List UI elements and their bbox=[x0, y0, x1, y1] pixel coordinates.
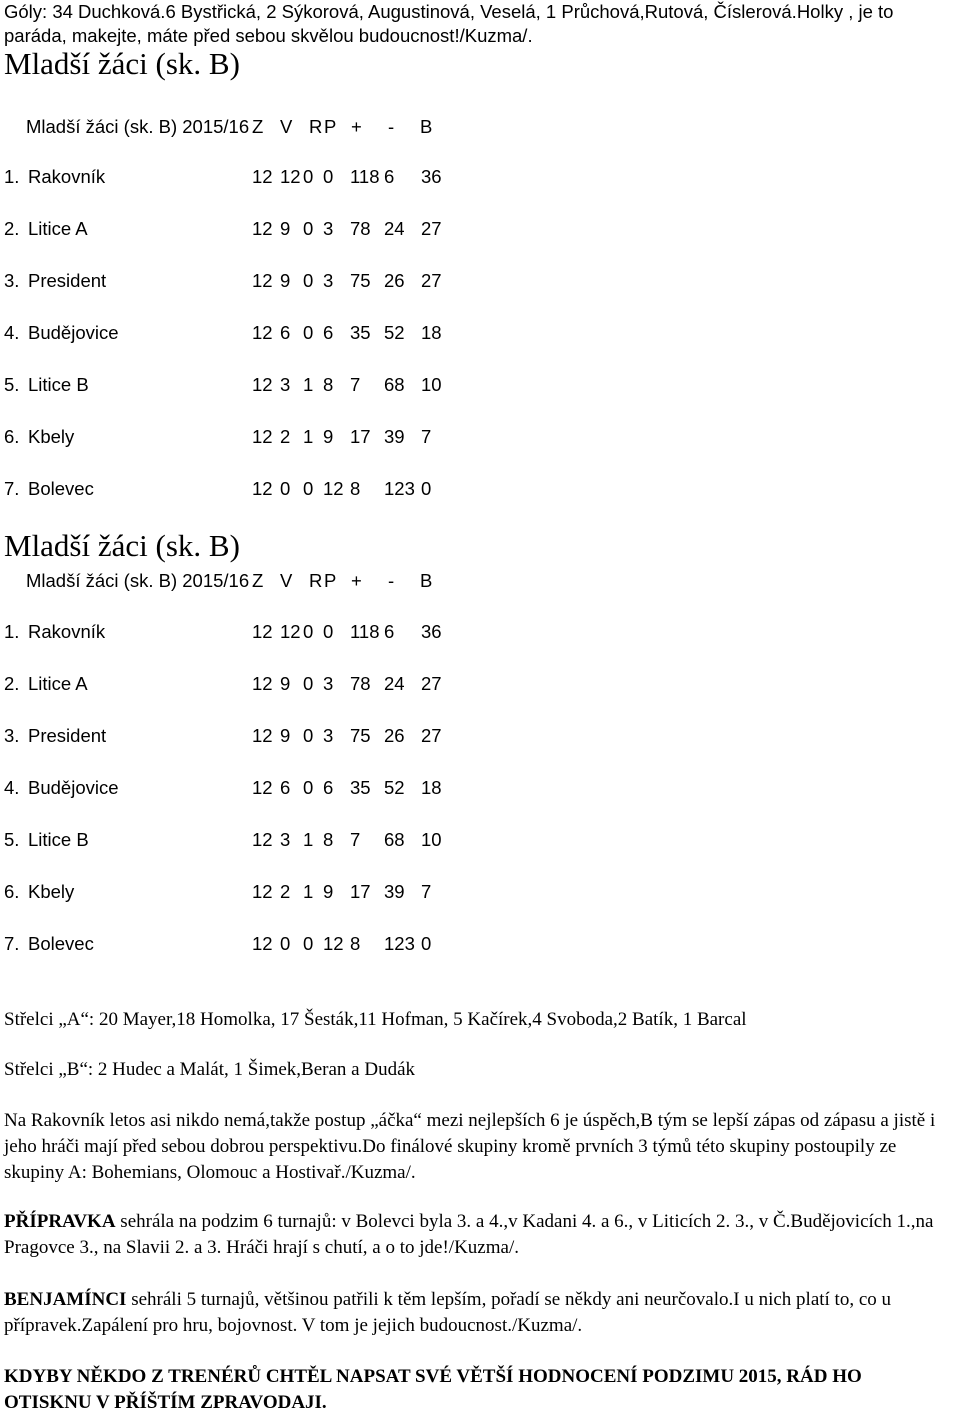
stat-cell-b: 0 bbox=[421, 478, 432, 499]
stat-cell-z: 12 bbox=[252, 881, 273, 902]
stat-cell-p: 6 bbox=[323, 777, 334, 798]
column-header: V bbox=[280, 570, 293, 591]
column-header: P bbox=[324, 116, 337, 137]
team-cell: Bolevec bbox=[28, 933, 94, 954]
stat-cell-b: 18 bbox=[421, 322, 442, 343]
rank-cell: 6. bbox=[4, 426, 20, 447]
stat-cell-z: 12 bbox=[252, 673, 273, 694]
stat-cell-plus: 78 bbox=[350, 673, 371, 694]
stat-cell-p: 8 bbox=[323, 829, 334, 850]
stat-cell-v: 3 bbox=[280, 374, 291, 395]
stat-cell-minus: 123 bbox=[384, 933, 415, 954]
stat-cell-r: 0 bbox=[303, 218, 314, 239]
table-header-label: Mladší žáci (sk. B) 2015/16 bbox=[26, 116, 250, 137]
stat-cell-plus: 35 bbox=[350, 777, 371, 798]
stat-cell-r: 1 bbox=[303, 374, 314, 395]
pripravka-label: PŘÍPRAVKA bbox=[4, 1211, 116, 1232]
column-header: + bbox=[351, 116, 362, 137]
stat-cell-plus: 17 bbox=[350, 426, 371, 447]
stat-cell-v: 9 bbox=[280, 725, 291, 746]
stat-cell-v: 9 bbox=[280, 673, 291, 694]
stat-cell-p: 0 bbox=[323, 166, 334, 187]
column-header: - bbox=[388, 116, 395, 137]
stat-cell-r: 0 bbox=[303, 777, 314, 798]
team-cell: Bolevec bbox=[28, 478, 94, 499]
stat-cell-z: 12 bbox=[252, 270, 273, 291]
stat-cell-v: 6 bbox=[280, 777, 291, 798]
column-header: Z bbox=[252, 116, 264, 137]
stat-cell-b: 7 bbox=[421, 426, 432, 447]
benjaminci-paragraph bbox=[4, 1287, 950, 1339]
stat-cell-r: 0 bbox=[303, 322, 314, 343]
stat-cell-minus: 68 bbox=[384, 374, 405, 395]
stat-cell-z: 12 bbox=[252, 777, 273, 798]
rank-cell: 7. bbox=[4, 478, 20, 499]
stat-cell-p: 12 bbox=[323, 933, 344, 954]
stat-cell-p: 9 bbox=[323, 881, 334, 902]
stat-cell-r: 1 bbox=[303, 829, 314, 850]
rank-cell: 2. bbox=[4, 218, 20, 239]
stat-cell-z: 12 bbox=[252, 218, 273, 239]
column-header: B bbox=[420, 570, 433, 591]
rank-cell: 5. bbox=[4, 829, 20, 850]
stat-cell-p: 6 bbox=[323, 322, 334, 343]
stat-cell-plus: 8 bbox=[350, 933, 361, 954]
stat-cell-z: 12 bbox=[252, 725, 273, 746]
rank-cell: 5. bbox=[4, 374, 20, 395]
stat-cell-v: 9 bbox=[280, 270, 291, 291]
table-header-label: Mladší žáci (sk. B) 2015/16 bbox=[26, 570, 250, 591]
stat-cell-minus: 68 bbox=[384, 829, 405, 850]
stat-cell-z: 12 bbox=[252, 478, 273, 499]
column-header: B bbox=[420, 116, 433, 137]
stat-cell-p: 3 bbox=[323, 218, 334, 239]
stat-cell-b: 27 bbox=[421, 725, 442, 746]
stat-cell-plus: 7 bbox=[350, 374, 361, 395]
team-cell: President bbox=[28, 725, 107, 746]
stat-cell-b: 10 bbox=[421, 374, 442, 395]
stat-cell-plus: 78 bbox=[350, 218, 371, 239]
stat-cell-r: 0 bbox=[303, 166, 314, 187]
column-header: V bbox=[280, 116, 293, 137]
closing-note: KDYBY NĚKDO Z TRENÉRŮ CHTĚL NAPSAT SVÉ VĚTŠÍ HODNOCENÍ PODZIMU 2015, RÁD HO OTISKNU V PŘÍŠTÍM ZPRAVODAJI. bbox=[4, 1366, 862, 1413]
stat-cell-minus: 6 bbox=[384, 621, 395, 642]
stat-cell-b: 36 bbox=[421, 621, 442, 642]
rank-cell: 1. bbox=[4, 621, 20, 642]
team-cell: Litice A bbox=[28, 673, 88, 694]
stat-cell-b: 27 bbox=[421, 218, 442, 239]
stat-cell-v: 12 bbox=[280, 166, 301, 187]
team-cell: Litice B bbox=[28, 829, 89, 850]
rank-cell: 1. bbox=[4, 166, 20, 187]
stat-cell-r: 0 bbox=[303, 933, 314, 954]
team-cell: Rakovník bbox=[28, 166, 106, 187]
benjaminci-label: BENJAMÍNCI bbox=[4, 1289, 127, 1310]
stat-cell-p: 0 bbox=[323, 621, 334, 642]
stat-cell-plus: 8 bbox=[350, 478, 361, 499]
team-cell: Budějovice bbox=[28, 777, 119, 798]
intro-paragraph: Góly: 34 Duchková.6 Bystřická, 2 Sýkorová, Augustinová, Veselá, 1 Průchová,Rutová, Číslerová.Holky , je to paráda, makejte, máte před sebou skvělou budoucnost!/Kuzma/. bbox=[4, 1, 894, 46]
stat-cell-minus: 26 bbox=[384, 725, 405, 746]
stat-cell-z: 12 bbox=[252, 621, 273, 642]
column-header: + bbox=[351, 570, 362, 591]
team-cell: President bbox=[28, 270, 107, 291]
column-header: P bbox=[324, 570, 337, 591]
pripravka-text: sehrála na podzim 6 turnajů: v Bolevci byla 3. a 4.,v Kadani 4. a 6., v Liticích 2. 3., v Č.Budějovicích 1.,na Pragovce 3., na Slavii 2. a 3. Hráči hrají s chutí, a o to jde!/Kuzma/. bbox=[4, 1211, 934, 1258]
rank-cell: 4. bbox=[4, 777, 20, 798]
stat-cell-z: 12 bbox=[252, 933, 273, 954]
section-heading: Mladší žáci (sk. B) bbox=[4, 528, 240, 563]
stat-cell-plus: 75 bbox=[350, 270, 371, 291]
section-heading: Mladší žáci (sk. B) bbox=[4, 46, 240, 81]
pripravka-paragraph bbox=[4, 1209, 950, 1261]
stat-cell-plus: 118 bbox=[350, 166, 380, 187]
stat-cell-p: 3 bbox=[323, 673, 334, 694]
team-cell: Budějovice bbox=[28, 322, 119, 343]
stat-cell-plus: 75 bbox=[350, 725, 371, 746]
stat-cell-minus: 52 bbox=[384, 322, 405, 343]
stat-cell-z: 12 bbox=[252, 166, 273, 187]
benjaminci-text: sehráli 5 turnajů, většinou patřili k těm lepším, pořadí se někdy ani neurčovalo.I u nich platí to, co u přípravek.Zapálení pro hru, bojovnost. V tom je jejich budoucnost./Kuzma/. bbox=[4, 1289, 892, 1336]
rank-cell: 4. bbox=[4, 322, 20, 343]
stat-cell-r: 0 bbox=[303, 725, 314, 746]
stat-cell-b: 0 bbox=[421, 933, 432, 954]
stat-cell-p: 9 bbox=[323, 426, 334, 447]
stat-cell-b: 18 bbox=[421, 777, 442, 798]
team-cell: Rakovník bbox=[28, 621, 106, 642]
stat-cell-v: 6 bbox=[280, 322, 291, 343]
stat-cell-v: 2 bbox=[280, 426, 291, 447]
stat-cell-r: 1 bbox=[303, 881, 314, 902]
stat-cell-b: 27 bbox=[421, 270, 442, 291]
stat-cell-p: 3 bbox=[323, 725, 334, 746]
stat-cell-b: 10 bbox=[421, 829, 442, 850]
stat-cell-r: 0 bbox=[303, 478, 314, 499]
rank-cell: 2. bbox=[4, 673, 20, 694]
stat-cell-z: 12 bbox=[252, 322, 273, 343]
stat-cell-r: 0 bbox=[303, 270, 314, 291]
stat-cell-minus: 52 bbox=[384, 777, 405, 798]
stat-cell-v: 3 bbox=[280, 829, 291, 850]
team-cell: Kbely bbox=[28, 426, 75, 447]
rank-cell: 7. bbox=[4, 933, 20, 954]
column-header: Z bbox=[252, 570, 264, 591]
stat-cell-plus: 118 bbox=[350, 621, 380, 642]
stat-cell-v: 9 bbox=[280, 218, 291, 239]
rank-cell: 3. bbox=[4, 725, 20, 746]
stat-cell-minus: 24 bbox=[384, 218, 405, 239]
stat-cell-r: 0 bbox=[303, 673, 314, 694]
column-header: R bbox=[309, 570, 323, 591]
stat-cell-minus: 39 bbox=[384, 881, 405, 902]
team-cell: Litice B bbox=[28, 374, 89, 395]
column-header: - bbox=[388, 570, 395, 591]
stat-cell-minus: 6 bbox=[384, 166, 395, 187]
team-cell: Kbely bbox=[28, 881, 75, 902]
stat-cell-z: 12 bbox=[252, 426, 273, 447]
stat-cell-z: 12 bbox=[252, 829, 273, 850]
stat-cell-r: 0 bbox=[303, 621, 314, 642]
stat-cell-plus: 35 bbox=[350, 322, 371, 343]
rakovnik-paragraph: Na Rakovník letos asi nikdo nemá,takže postup „áčka“ mezi nejlepších 6 je úspěch,B tým se lepší zápas od zápasu a jistě i jeho hráči mají před sebou dobrou perspektivu.Do finálové skupiny kromě prvních 3 týmů této skupiny postoupily ze skupiny A: Bohemians, Olomouc a Hostivař./Kuzma/. bbox=[4, 1110, 936, 1183]
stat-cell-plus: 17 bbox=[350, 881, 371, 902]
stat-cell-p: 3 bbox=[323, 270, 334, 291]
stat-cell-v: 0 bbox=[280, 933, 291, 954]
stat-cell-minus: 24 bbox=[384, 673, 405, 694]
stat-cell-b: 27 bbox=[421, 673, 442, 694]
scorers-b: Střelci „B“: 2 Hudec a Malát, 1 Šimek,Beran a Dudák bbox=[4, 1059, 416, 1080]
stat-cell-z: 12 bbox=[252, 374, 273, 395]
rank-cell: 6. bbox=[4, 881, 20, 902]
stat-cell-v: 12 bbox=[280, 621, 301, 642]
stat-cell-b: 7 bbox=[421, 881, 432, 902]
stat-cell-v: 2 bbox=[280, 881, 291, 902]
stat-cell-minus: 26 bbox=[384, 270, 405, 291]
stat-cell-minus: 123 bbox=[384, 478, 415, 499]
column-header: R bbox=[309, 116, 323, 137]
stat-cell-plus: 7 bbox=[350, 829, 361, 850]
stat-cell-v: 0 bbox=[280, 478, 291, 499]
stat-cell-p: 12 bbox=[323, 478, 344, 499]
stat-cell-minus: 39 bbox=[384, 426, 405, 447]
rank-cell: 3. bbox=[4, 270, 20, 291]
stat-cell-p: 8 bbox=[323, 374, 334, 395]
scorers-a: Střelci „A“: 20 Mayer,18 Homolka, 17 Šesták,11 Hofman, 5 Kačírek,4 Svoboda,2 Batík, 1 Barcal bbox=[4, 1009, 747, 1030]
stat-cell-r: 1 bbox=[303, 426, 314, 447]
team-cell: Litice A bbox=[28, 218, 88, 239]
stat-cell-b: 36 bbox=[421, 166, 442, 187]
